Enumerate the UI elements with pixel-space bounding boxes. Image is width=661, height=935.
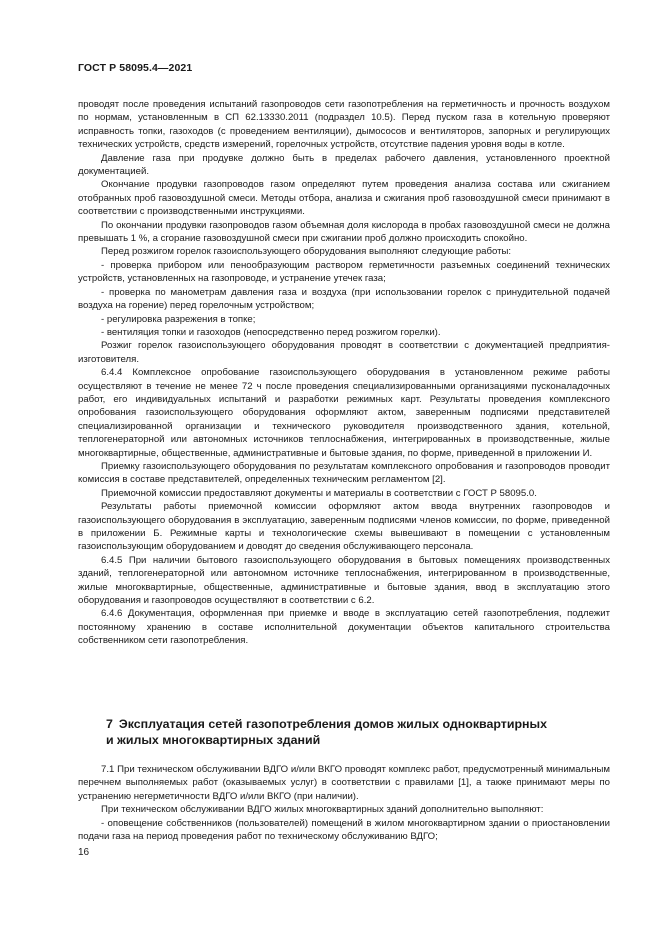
paragraph: При техническом обслуживании ВДГО жилых многоквартирных зданий дополнительно выполняют: — [101, 804, 544, 816]
body-text — [78, 98, 610, 648]
paragraph: Приемку газоиспользующего оборудования по результатам комплексного опробования и газопроводов проводит комиссия в составе представителей, определенных техническим регламентом [2]. — [78, 460, 610, 486]
paragraph: По окончании продувки газопроводов газом объемная доля кислорода в пробах газовоздушной смеси не должна превышать 1 %, а сгорание газовоздушной смеси при сжигании проб должно происходить спокойно. — [78, 219, 610, 245]
paragraph: Приемочной комиссии предоставляют документы и материалы в соответствии с ГОСТ Р 58095.0. — [101, 487, 537, 499]
paragraph: Давление газа при продувке должно быть в пределах рабочего давления, установленного проектной документацией. — [78, 152, 610, 178]
section-title-text: Эксплуатация сетей газопотребления домов жилых одноквартирных — [118, 717, 547, 731]
list-item: - вентиляция топки и газоходов (непосредственно перед розжигом горелки). — [101, 326, 441, 338]
paragraph: Результаты работы приемочной комиссии оформляют актом ввода внутренних газопроводов и газоиспользующего оборудования в эксплуатацию, заверенным подписями членов комиссии, по форме, приведенной в приложении Б. Режимные карты и технологические схемы вывешивают в помещении с установленным газоиспользующим оборудованием и доводят до сведения обслуживающего персонала. — [78, 501, 610, 553]
list-item: - оповещение собственников (пользователей) помещений в жилом многоквартирном здании о приостановлении подачи газа на период проведения работ по техническому обслуживанию ВДГО; — [78, 817, 610, 843]
paragraph: 7.1 При техническом обслуживании ВДГО и/или ВКГО проводят комплекс работ, предусмотренный минимальным перечнем выполняемых работ (оказываемых услуг) в соответствии с правилами [1], а также принимают меры по устранению негерметичности ВДГО и/или ВКГО (при наличии). — [78, 764, 610, 802]
paragraph: Окончание продувки газопроводов газом определяют путем проведения анализа состава или сжиганием отобранных проб газовоздушной смеси. Методы отбора, анализа и сжигания проб газовоздушной смеси принимают в соответствии с производственными инструкциями. — [78, 179, 610, 218]
body-text-section-7 — [78, 763, 610, 843]
paragraph: проводят после проведения испытаний газопроводов сети газопотребления на герметичность и прочность воздухом по нормам, установленным в СП 62.13330.2011 (подраздел 10.5). Перед пуском газа в котельную проверяют исправность топки, газоходов (с проведением вентиляции), дымососов и вентиляторов, запорных и регулирующих технических устройств, средств измерений, горелочных устройств, отсутствие падения уровня воды в котле. — [78, 99, 610, 151]
paragraph: 6.4.6 Документация, оформленная при приемке и вводе в эксплуатацию сетей газопотребления, подлежит постоянному хранению в составе исполнительной документации объектов капитального строительства собственником сети газопотребления. — [78, 608, 610, 647]
running-title: ГОСТ Р 58095.4—2021 — [78, 62, 193, 74]
list-item: - проверка прибором или пенообразующим раствором герметичности разъемных соединений технических устройств, установленных на газопроводе, и устранение утечек газа; — [78, 259, 610, 285]
list-item: - проверка по манометрам давления газа и воздуха (при использовании горелок с принудительной подачей воздуха на горение) перед горелочным устройством; — [78, 286, 610, 312]
paragraph: Розжиг горелок газоиспользующего оборудования проводят в соответствии с документацией предприятия-изготовителя. — [78, 340, 610, 365]
section-title-line-2: и жилых многоквартирных зданий — [106, 733, 321, 747]
section-title-line-1 — [106, 716, 606, 732]
section-heading — [106, 716, 606, 748]
paragraph: 6.4.5 При наличии бытового газоиспользующего оборудования в бытовых помещениях производственных зданий, теплогенераторной или автономном источнике теплоснабжения, интегрированном в производственные, жилые многоквартирные, общественные, административные и бытовые здания, ввод в эксплуатацию этого оборудования и газопроводов осуществляют в соответствии с 6.2. — [78, 554, 610, 607]
paragraph: Перед розжигом горелок газоиспользующего оборудования выполняют следующие работы: — [101, 246, 512, 258]
paragraph: 6.4.4 Комплексное опробование газоиспользующего оборудования в установленном режиме работы осуществляют в течение не менее 72 ч после проведения специализированными организациями пусконаладочных работ, его индивидуальных испытаний и разработки режимных карт. Результаты проведения комплексного опробования газоиспользующего оборудования оформляют актом, заверенным подписями представителей специализированной организации и технического руководителя производственного здания, котельной, теплогенераторной или автономных источников теплоснабжения, интегрированных в производственные, жилые многоквартирные, общественные, административные и бытовые здания, по форме, приведенной в приложении И. — [78, 367, 610, 459]
list-item: - регулировка разрежения в топке; — [101, 313, 256, 325]
section-number: 7 — [106, 717, 113, 731]
page-number: 16 — [78, 847, 90, 858]
